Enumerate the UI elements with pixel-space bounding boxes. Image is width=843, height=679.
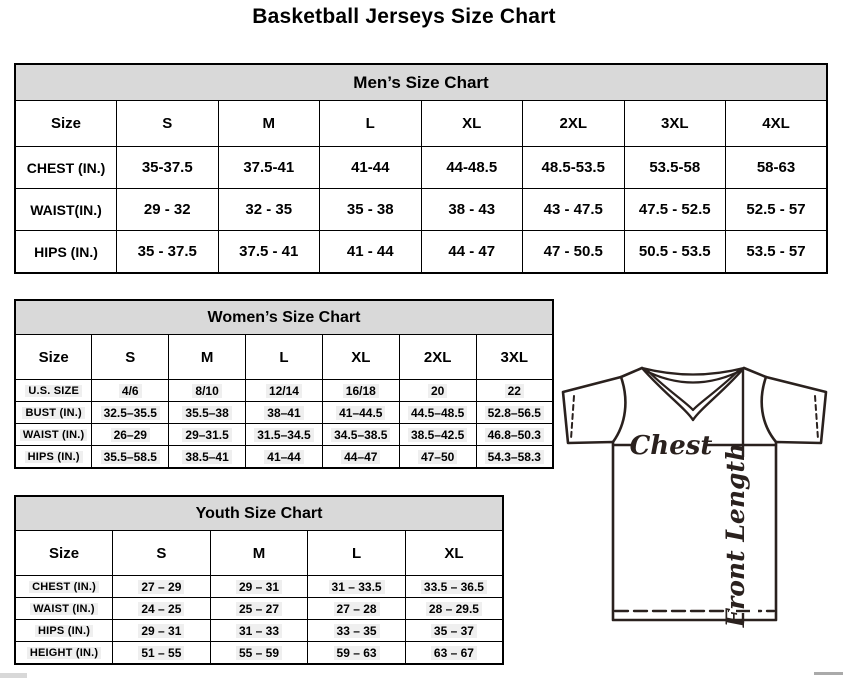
womens-row-label (15, 380, 92, 402)
youth-header-row (15, 531, 503, 576)
womens-value-cell (92, 424, 169, 446)
womens-value-cell (246, 446, 323, 469)
mens-value-cell: 53.5 - 57 (726, 231, 828, 274)
womens-value-cell (322, 424, 399, 446)
womens-value-cell-text: 16/18 (343, 384, 379, 398)
mens-table-row (15, 147, 827, 189)
scrollbar-fragment-right[interactable] (814, 672, 843, 675)
womens-value-cell (246, 380, 323, 402)
youth-value-cell-text: 35 – 37 (431, 624, 477, 638)
youth-value-cell (210, 576, 308, 598)
youth-value-cell-text: 33.5 – 36.5 (421, 580, 487, 594)
mens-value-cell: 35-37.5 (117, 147, 219, 189)
youth-value-cell-text: 29 – 31 (236, 580, 282, 594)
youth-row-label-text: WAIST (IN.) (30, 603, 97, 615)
mens-value-cell: 52.5 - 57 (726, 189, 828, 231)
mens-row-label: WAIST(IN.) (15, 189, 117, 231)
youth-value-cell-text: 31 – 33 (236, 624, 282, 638)
womens-table-row (15, 446, 553, 469)
mens-value-cell: 41 - 44 (320, 231, 422, 274)
womens-value-cell-text: 44.5–48.5 (408, 406, 467, 420)
youth-row-label-text: CHEST (IN.) (29, 581, 99, 593)
youth-value-cell-text: 59 – 63 (334, 646, 380, 660)
mens-value-cell: 58-63 (726, 147, 828, 189)
womens-value-cell-text: 38–41 (264, 406, 303, 420)
youth-row-label (15, 620, 113, 642)
youth-value-cell (113, 598, 211, 620)
womens-value-cell (246, 424, 323, 446)
womens-value-cell-text: 32.5–35.5 (101, 406, 160, 420)
womens-col-2xl: 2XL (399, 335, 476, 380)
womens-size-chart-table (14, 299, 554, 469)
womens-col-m: M (169, 335, 246, 380)
mens-value-cell: 47 - 50.5 (523, 231, 625, 274)
mens-table-row (15, 231, 827, 274)
mens-row-label: CHEST (IN.) (15, 147, 117, 189)
womens-row-label (15, 424, 92, 446)
womens-value-cell (169, 446, 246, 469)
youth-row-label-text: HIPS (IN.) (35, 625, 93, 637)
mens-value-cell: 44-48.5 (421, 147, 523, 189)
youth-table-row (15, 620, 503, 642)
womens-row-label-text: WAIST (IN.) (20, 429, 87, 441)
youth-row-label-text: HEIGHT (IN.) (27, 647, 101, 659)
youth-value-cell (210, 642, 308, 665)
youth-value-cell (308, 576, 406, 598)
womens-value-cell (322, 380, 399, 402)
jersey-measurement-diagram (558, 360, 841, 630)
womens-table-row (15, 402, 553, 424)
youth-value-cell-text: 25 – 27 (236, 602, 282, 616)
mens-col-xl: XL (421, 101, 523, 147)
womens-value-cell-text: 41–44.5 (336, 406, 385, 420)
womens-value-cell (399, 446, 476, 469)
womens-col-3xl: 3XL (476, 335, 553, 380)
womens-value-cell-text: 35.5–38 (182, 406, 231, 420)
mens-table-row (15, 189, 827, 231)
youth-value-cell (405, 642, 503, 665)
womens-table-row (15, 424, 553, 446)
womens-value-cell (476, 424, 553, 446)
mens-row-label: HIPS (IN.) (15, 231, 117, 274)
youth-col-l: L (308, 531, 406, 576)
mens-value-cell: 43 - 47.5 (523, 189, 625, 231)
mens-value-cell: 35 - 38 (320, 189, 422, 231)
womens-value-cell (476, 380, 553, 402)
womens-col-s: S (92, 335, 169, 380)
womens-col-size: Size (15, 335, 92, 380)
womens-row-label-text: U.S. SIZE (25, 385, 82, 397)
youth-value-cell (405, 576, 503, 598)
womens-value-cell (92, 402, 169, 424)
womens-value-cell-text: 38.5–42.5 (408, 428, 467, 442)
womens-value-cell-text: 20 (428, 384, 447, 398)
womens-value-cell-text: 46.8–50.3 (485, 428, 544, 442)
youth-value-cell-text: 55 – 59 (236, 646, 282, 660)
youth-value-cell-text: 27 – 29 (138, 580, 184, 594)
page-title: Basketball Jerseys Size Chart (252, 5, 556, 28)
womens-value-cell (476, 402, 553, 424)
youth-row-label (15, 576, 113, 598)
womens-value-cell (476, 446, 553, 469)
womens-value-cell (399, 402, 476, 424)
youth-table-row (15, 642, 503, 665)
mens-col-2xl: 2XL (523, 101, 625, 147)
womens-value-cell-text: 44–47 (341, 450, 380, 464)
mens-value-cell: 47.5 - 52.5 (624, 189, 726, 231)
youth-value-cell (113, 642, 211, 665)
womens-value-cell-text: 8/10 (192, 384, 221, 398)
womens-value-cell (399, 424, 476, 446)
womens-value-cell-text: 31.5–34.5 (254, 428, 313, 442)
mens-value-cell: 48.5-53.5 (523, 147, 625, 189)
womens-band-title: Women’s Size Chart (15, 300, 553, 335)
womens-value-cell (92, 446, 169, 469)
youth-value-cell-text: 28 – 29.5 (426, 602, 482, 616)
mens-value-cell: 37.5 - 41 (218, 231, 320, 274)
mens-value-cell: 29 - 32 (117, 189, 219, 231)
youth-col-s: S (113, 531, 211, 576)
mens-value-cell: 50.5 - 53.5 (624, 231, 726, 274)
youth-value-cell-text: 51 – 55 (138, 646, 184, 660)
youth-band-row (15, 496, 503, 531)
jersey-outline-icon (558, 360, 841, 630)
womens-value-cell-text: 26–29 (111, 428, 150, 442)
womens-value-cell (169, 424, 246, 446)
mens-col-size: Size (15, 101, 117, 147)
womens-col-xl: XL (322, 335, 399, 380)
womens-value-cell (322, 402, 399, 424)
mens-col-l: L (320, 101, 422, 147)
mens-value-cell: 38 - 43 (421, 189, 523, 231)
youth-value-cell-text: 27 – 28 (334, 602, 380, 616)
youth-table-row (15, 576, 503, 598)
youth-value-cell (210, 620, 308, 642)
womens-value-cell (92, 380, 169, 402)
womens-value-cell (322, 446, 399, 469)
youth-row-label (15, 642, 113, 665)
womens-value-cell-text: 54.3–58.3 (485, 450, 544, 464)
womens-row-label-text: HIPS (IN.) (25, 451, 83, 463)
womens-col-l: L (246, 335, 323, 380)
chest-label: Chest (629, 431, 713, 461)
womens-band-row (15, 300, 553, 335)
mens-value-cell: 41-44 (320, 147, 422, 189)
youth-value-cell (308, 620, 406, 642)
mens-value-cell: 32 - 35 (218, 189, 320, 231)
womens-value-cell (246, 402, 323, 424)
womens-table-row (15, 380, 553, 402)
womens-value-cell-text: 41–44 (264, 450, 303, 464)
youth-table-row (15, 598, 503, 620)
scrollbar-fragment-left[interactable] (0, 673, 27, 678)
womens-row-label (15, 446, 92, 469)
womens-value-cell-text: 12/14 (266, 384, 302, 398)
mens-value-cell: 35 - 37.5 (117, 231, 219, 274)
youth-value-cell-text: 24 – 25 (138, 602, 184, 616)
youth-row-label (15, 598, 113, 620)
womens-value-cell-text: 38.5–41 (182, 450, 231, 464)
youth-value-cell (405, 598, 503, 620)
womens-value-cell-text: 47–50 (418, 450, 457, 464)
youth-value-cell-text: 63 – 67 (431, 646, 477, 660)
mens-header-row (15, 101, 827, 147)
womens-value-cell-text: 52.8–56.5 (485, 406, 544, 420)
mens-value-cell: 37.5-41 (218, 147, 320, 189)
womens-value-cell-text: 34.5–38.5 (331, 428, 390, 442)
youth-value-cell (210, 598, 308, 620)
mens-size-chart-table (14, 63, 828, 274)
womens-value-cell (399, 380, 476, 402)
mens-band-row (15, 64, 827, 101)
womens-value-cell-text: 29–31.5 (182, 428, 231, 442)
womens-value-cell (169, 402, 246, 424)
youth-value-cell-text: 33 – 35 (334, 624, 380, 638)
mens-col-s: S (117, 101, 219, 147)
youth-col-size: Size (15, 531, 113, 576)
womens-header-row (15, 335, 553, 380)
womens-value-cell (169, 380, 246, 402)
youth-value-cell (113, 576, 211, 598)
womens-row-label (15, 402, 92, 424)
front-length-label: Front Length (721, 442, 750, 628)
mens-value-cell: 44 - 47 (421, 231, 523, 274)
youth-value-cell (308, 598, 406, 620)
womens-value-cell-text: 35.5–58.5 (101, 450, 160, 464)
youth-band-title: Youth Size Chart (15, 496, 503, 531)
womens-value-cell-text: 4/6 (119, 384, 142, 398)
youth-value-cell (113, 620, 211, 642)
mens-value-cell: 53.5-58 (624, 147, 726, 189)
womens-row-label-text: BUST (IN.) (22, 407, 84, 419)
youth-value-cell-text: 31 – 33.5 (329, 580, 385, 594)
womens-value-cell-text: 22 (505, 384, 524, 398)
mens-col-m: M (218, 101, 320, 147)
mens-band-title: Men’s Size Chart (15, 64, 827, 101)
youth-col-m: M (210, 531, 308, 576)
youth-col-xl: XL (405, 531, 503, 576)
youth-value-cell (308, 642, 406, 665)
youth-size-chart-table (14, 495, 504, 665)
mens-col-4xl: 4XL (726, 101, 828, 147)
youth-value-cell-text: 29 – 31 (138, 624, 184, 638)
mens-col-3xl: 3XL (624, 101, 726, 147)
youth-value-cell (405, 620, 503, 642)
